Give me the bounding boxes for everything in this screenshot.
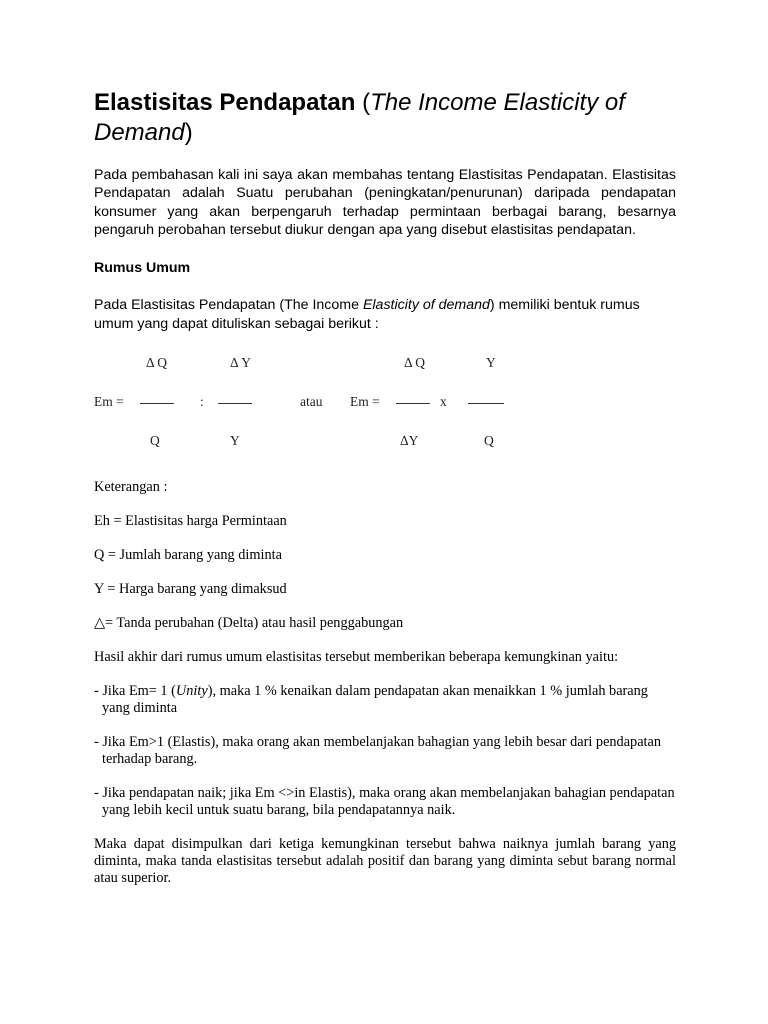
title-close-paren: ) bbox=[184, 119, 193, 146]
bullet-unity-after: ), maka 1 % kenaikan dalam pendapatan akan menaikkan 1 % jumlah barang yang diminta bbox=[102, 683, 648, 717]
formula-image bbox=[94, 347, 514, 459]
formula-right-bar-2 bbox=[468, 403, 504, 404]
formula-left-denominator-1: Q bbox=[150, 433, 160, 449]
formula-right-bar-1 bbox=[396, 403, 430, 404]
def-eh: Eh = Elastisitas harga Permintaan bbox=[94, 513, 287, 530]
rumus-text-before: Pada Elastisitas Pendapatan (The Income bbox=[94, 297, 363, 314]
formula-right-separator: x bbox=[440, 394, 447, 410]
hasil-paragraph: Hasil akhir dari rumus umum elastisitas tersebut memberikan beberapa kemungkinan yaitu: bbox=[94, 649, 619, 666]
bullet-unity bbox=[94, 683, 676, 717]
bullet-unity-italic: Unity bbox=[175, 683, 208, 700]
bullet-elastis: - Jika Em>1 (Elastis), maka orang akan membelanjakan bahagian yang lebih besar dari pendapatan terhadap barang. bbox=[94, 734, 662, 768]
title-italic: The Income Elasticity of Demand bbox=[94, 89, 625, 146]
formula-left-separator: : bbox=[200, 394, 204, 410]
formula-right-numerator-1: Δ Q bbox=[404, 355, 426, 371]
formula-right-label: Em = bbox=[350, 394, 380, 410]
bullet-unity-before: - Jika Em= 1 ( bbox=[94, 683, 176, 700]
def-y: Y = Harga barang yang dimaksud bbox=[94, 581, 287, 598]
def-q: Q = Jumlah barang yang diminta bbox=[94, 547, 282, 564]
formula-left-denominator-2: Y bbox=[230, 433, 240, 449]
keterangan-label: Keterangan : bbox=[94, 479, 168, 496]
formula-left-numerator-2: Δ Y bbox=[230, 355, 252, 371]
formula-atau: atau bbox=[300, 394, 323, 410]
title-open-paren: ( bbox=[355, 89, 371, 116]
document-page bbox=[94, 88, 676, 887]
formula-right-denominator-2: Q bbox=[484, 433, 494, 449]
formula-left-label: Em = bbox=[94, 394, 124, 410]
page-title bbox=[94, 88, 676, 148]
def-delta: △= Tanda perubahan (Delta) atau hasil penggabungan bbox=[94, 615, 404, 632]
title-bold: Elastisitas Pendapatan bbox=[94, 89, 356, 116]
formula-left-bar-2 bbox=[218, 403, 252, 404]
rumus-heading: Rumus Umum bbox=[94, 260, 191, 277]
formula-right-denominator-1: ΔY bbox=[400, 433, 419, 449]
formula-left-numerator-1: Δ Q bbox=[146, 355, 168, 371]
formula-left-bar-1 bbox=[140, 403, 174, 404]
conclusion-paragraph: Maka dapat disimpulkan dari ketiga kemungkinan tersebut bahwa naiknya jumlah barang yang diminta, maka tanda elastisitas tersebut adalah positif dan barang yang diminta sebut barang normal atau superior. bbox=[94, 836, 676, 887]
formula-right-numerator-2: Y bbox=[486, 355, 496, 371]
rumus-paragraph bbox=[94, 296, 676, 333]
rumus-text-after: ) memiliki bentuk rumus umum yang dapat dituliskan sebagai berikut : bbox=[94, 297, 640, 332]
intro-paragraph: Pada pembahasan kali ini saya akan membahas tentang Elastisitas Pendapatan. Elastisitas Pendapatan adalah Suatu perubahan (peningkatan/penurunan) daripada pendapatan konsumer yang akan berpengaruh terhadap permintaan berbagai barang, besarnya pengaruh perobahan tersebut diukur dengan apa yang disebut elastisitas pendapatan. bbox=[94, 167, 676, 238]
rumus-text-italic: Elasticity of demand bbox=[362, 297, 490, 314]
bullet-inelastis: - Jika pendapatan naik; jika Em <>in Elastis), maka orang akan membelanjakan bahagian pendapatan yang lebih kecil untuk suatu barang, bila pendapatannya naik. bbox=[94, 785, 675, 819]
